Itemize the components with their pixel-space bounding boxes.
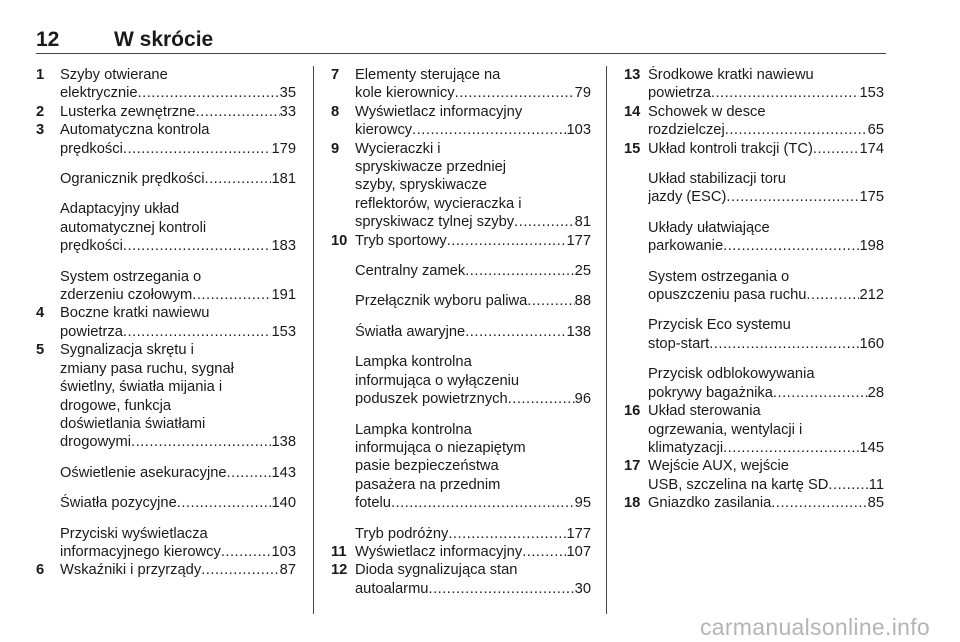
toc-page-ref[interactable]: 28 bbox=[867, 384, 884, 401]
dot-leader bbox=[131, 433, 271, 451]
toc-entry-label: drogowe, funkcja bbox=[60, 397, 172, 414]
toc-entry-label: Dioda sygnalizująca stan bbox=[355, 562, 518, 579]
toc-entry-number: 9 bbox=[331, 140, 340, 157]
toc-entry[interactable] bbox=[624, 103, 884, 140]
toc-entry[interactable] bbox=[36, 525, 296, 562]
toc-entry-label: Gniazdko zasilania bbox=[648, 495, 772, 512]
toc-entry-label: Szyby otwierane bbox=[60, 67, 168, 83]
toc-entry-number: 6 bbox=[36, 562, 45, 579]
toc-entry[interactable] bbox=[624, 457, 884, 494]
toc-entry-label: fotelu bbox=[355, 495, 391, 512]
toc-page-ref[interactable]: 25 bbox=[574, 263, 591, 280]
toc-page-ref[interactable]: 160 bbox=[859, 335, 884, 352]
toc-entry-label: System ostrzegania o bbox=[648, 268, 790, 285]
toc-entry-label: Ogranicznik prędkości bbox=[60, 171, 205, 188]
dot-leader bbox=[391, 494, 575, 512]
dot-leader bbox=[711, 84, 860, 102]
toc-entry-label: parkowanie bbox=[648, 238, 724, 255]
toc-entry[interactable] bbox=[36, 121, 296, 158]
toc-entry-label: kole kierownicy bbox=[355, 85, 455, 102]
toc-entry-number: 5 bbox=[36, 342, 45, 359]
dot-leader bbox=[448, 525, 566, 543]
toc-entry[interactable] bbox=[36, 103, 296, 121]
toc-entry[interactable] bbox=[331, 543, 591, 561]
toc-column-2 bbox=[331, 66, 591, 598]
dot-leader bbox=[465, 262, 574, 280]
toc-entry-label: reflektorów, wycieraczka i bbox=[355, 195, 522, 212]
toc-entry-label: prędkości bbox=[60, 238, 123, 255]
toc-entry-label: szyby, spryskiwacze bbox=[355, 177, 487, 194]
toc-entry-label: Oświetlenie asekuracyjne bbox=[60, 464, 227, 481]
toc-entry-label: Wyświetlacz informacyjny bbox=[355, 543, 523, 560]
toc-column-1 bbox=[36, 66, 296, 580]
toc-entry-label: poduszek powietrznych bbox=[355, 391, 508, 408]
toc-entry-label: zmiany pasa ruchu, sygnał bbox=[60, 360, 234, 377]
dot-leader bbox=[123, 140, 272, 158]
toc-entry-label: opuszczeniu pasa ruchu bbox=[648, 287, 807, 304]
toc-entry[interactable] bbox=[624, 66, 884, 103]
toc-entry-label: Schowek w desce bbox=[648, 103, 766, 120]
toc-entry-label: Boczne kratki nawiewu bbox=[60, 305, 210, 322]
dot-leader bbox=[726, 188, 859, 206]
toc-entry-label: ogrzewania, wentylacji i bbox=[648, 421, 803, 438]
dot-leader bbox=[522, 543, 566, 561]
dot-leader bbox=[813, 140, 860, 158]
toc-entry-label: Światła awaryjne bbox=[355, 323, 466, 340]
toc-entry[interactable] bbox=[36, 200, 296, 255]
dot-leader bbox=[201, 561, 279, 579]
toc-page-ref[interactable]: 145 bbox=[859, 439, 884, 456]
toc-entry-number: 10 bbox=[331, 232, 348, 249]
dot-leader bbox=[123, 237, 272, 255]
toc-entry[interactable] bbox=[36, 561, 296, 579]
toc-entry[interactable] bbox=[624, 494, 884, 512]
toc-entry[interactable] bbox=[36, 464, 296, 482]
toc-entry[interactable] bbox=[36, 304, 296, 341]
dot-leader bbox=[465, 323, 566, 341]
toc-entry-number: 16 bbox=[624, 403, 641, 420]
toc-entry-label: Adaptacyjny układ bbox=[60, 201, 180, 218]
toc-entry-label: autoalarmu bbox=[355, 580, 429, 597]
page-title: W skrócie bbox=[114, 28, 214, 51]
header-rule bbox=[36, 53, 886, 54]
dot-leader bbox=[192, 286, 271, 304]
toc-entry-label: Centralny zamek bbox=[355, 263, 466, 280]
toc-entry-number: 7 bbox=[331, 67, 340, 83]
toc-entry-label: Przycisk odblokowywania bbox=[648, 366, 815, 383]
toc-page-ref[interactable]: 153 bbox=[271, 323, 296, 340]
toc-entry[interactable] bbox=[331, 140, 591, 232]
toc-entry-label: Układ sterowania bbox=[648, 403, 761, 420]
toc-entry-label: Przycisk Eco systemu bbox=[648, 317, 791, 334]
toc-entry-label: powietrza bbox=[60, 323, 123, 340]
toc-entry-label: Przyciski wyświetlacza bbox=[60, 525, 208, 542]
toc-entry-label: Automatyczna kontrola bbox=[60, 122, 210, 139]
dot-leader bbox=[428, 580, 574, 598]
toc-entry[interactable] bbox=[36, 494, 296, 512]
toc-page-ref[interactable]: 175 bbox=[859, 189, 884, 206]
toc-entry[interactable] bbox=[624, 140, 884, 158]
dot-leader bbox=[412, 121, 566, 139]
toc-entry-label: System ostrzegania o bbox=[60, 268, 202, 285]
dot-leader bbox=[806, 286, 859, 304]
watermark-text: carmanualsonline.info bbox=[699, 614, 930, 640]
toc-entry-number: 14 bbox=[624, 103, 641, 120]
toc-page-ref[interactable]: 87 bbox=[279, 562, 296, 579]
toc-entry-label: Sygnalizacja skrętu i bbox=[60, 342, 194, 359]
toc-entry-number: 1 bbox=[36, 67, 45, 83]
toc-page-ref[interactable]: 174 bbox=[859, 140, 884, 157]
toc-entry-label: Elementy sterujące na bbox=[355, 67, 501, 83]
toc-entry[interactable] bbox=[36, 66, 296, 103]
page-number: 12 bbox=[36, 28, 60, 51]
toc-entry-label: Światła pozycyjne bbox=[60, 495, 177, 512]
toc-page-ref[interactable]: 81 bbox=[574, 214, 591, 231]
toc-entry-label: stop-start bbox=[648, 335, 710, 352]
toc-entry-number: 2 bbox=[36, 103, 45, 120]
toc-entry[interactable] bbox=[331, 103, 591, 140]
dot-leader bbox=[447, 232, 567, 250]
toc-entry-label: drogowymi bbox=[60, 434, 132, 451]
toc-entry-label: Układ stabilizacji toru bbox=[648, 171, 786, 188]
toc-page-ref[interactable]: 153 bbox=[859, 85, 884, 102]
toc-entry-label: pasażera na przednim bbox=[355, 476, 501, 493]
toc-entry[interactable] bbox=[36, 341, 296, 451]
toc-page-ref[interactable]: 103 bbox=[566, 122, 591, 139]
toc-entry-label: elektrycznie bbox=[60, 85, 138, 102]
toc-entry-number: 15 bbox=[624, 140, 641, 157]
toc-entry-number: 3 bbox=[36, 122, 45, 139]
toc-entry-label: spryskiwacze przedniej bbox=[355, 159, 507, 176]
toc-entry-label: Lampka kontrolna bbox=[355, 354, 472, 371]
dot-leader bbox=[455, 84, 575, 102]
toc-entry-number: 12 bbox=[331, 562, 348, 579]
dot-leader bbox=[709, 335, 859, 353]
toc-page-ref[interactable]: 35 bbox=[279, 85, 296, 102]
toc-entry-number: 11 bbox=[331, 543, 347, 560]
toc-page-ref[interactable]: 212 bbox=[859, 287, 884, 304]
toc-entry-label: doświetlania światłami bbox=[60, 415, 206, 432]
toc-entry-label: zderzeniu czołowym bbox=[60, 287, 193, 304]
toc-page-ref[interactable]: 85 bbox=[867, 495, 884, 512]
column-divider bbox=[606, 66, 607, 614]
toc-entry[interactable] bbox=[624, 268, 884, 305]
toc-page-ref[interactable]: 191 bbox=[271, 287, 296, 304]
toc-entry-label: Lampka kontrolna bbox=[355, 421, 472, 438]
dot-leader bbox=[177, 494, 272, 512]
dot-leader bbox=[828, 476, 868, 494]
toc-entry-label: świetlny, światła mijania i bbox=[60, 379, 223, 396]
toc-entry-label: kierowcy bbox=[355, 122, 413, 139]
dot-leader bbox=[771, 494, 867, 512]
toc-entry[interactable] bbox=[624, 170, 884, 207]
toc-entry[interactable] bbox=[331, 292, 591, 310]
dot-leader bbox=[723, 439, 859, 457]
toc-entry[interactable] bbox=[331, 232, 591, 250]
toc-page-ref[interactable]: 33 bbox=[279, 103, 296, 120]
toc-page-ref[interactable]: 107 bbox=[566, 543, 591, 560]
dot-leader bbox=[227, 464, 272, 482]
toc-page-ref[interactable]: 179 bbox=[271, 140, 296, 157]
toc-entry-label: Wejście AUX, wejście bbox=[648, 458, 789, 475]
toc-entry-number: 4 bbox=[36, 305, 45, 322]
toc-entry-label: informująca o niezapiętym bbox=[355, 439, 526, 456]
toc-page-ref[interactable]: 177 bbox=[566, 232, 591, 249]
toc-entry-label: Lusterka zewnętrzne bbox=[60, 103, 196, 120]
toc-entry-number: 8 bbox=[331, 103, 340, 120]
toc-entry-label: klimatyzacji bbox=[648, 439, 724, 456]
toc-page-ref[interactable]: 65 bbox=[867, 122, 884, 139]
toc-entry-label: Tryb sportowy bbox=[355, 232, 447, 249]
toc-page-ref[interactable]: 95 bbox=[574, 495, 591, 512]
toc-entry[interactable] bbox=[331, 323, 591, 341]
dot-leader bbox=[205, 170, 272, 188]
toc-entry-label: rozdzielczej bbox=[648, 122, 725, 139]
toc-entry-label: informacyjnego kierowcy bbox=[60, 543, 221, 560]
toc-entry[interactable] bbox=[331, 262, 591, 280]
toc-entry-label: spryskiwacz tylnej szyby bbox=[355, 214, 515, 231]
toc-page-ref[interactable]: 30 bbox=[574, 580, 591, 597]
toc-entry-label: prędkości bbox=[60, 140, 123, 157]
toc-entry[interactable] bbox=[331, 525, 591, 543]
toc-entry-label: Przełącznik wyboru paliwa bbox=[355, 293, 528, 310]
toc-entry[interactable] bbox=[331, 66, 591, 103]
toc-entry[interactable] bbox=[624, 365, 884, 402]
toc-entry-label: Wyświetlacz informacyjny bbox=[355, 103, 523, 120]
toc-page-ref[interactable]: 103 bbox=[271, 543, 296, 560]
toc-entry[interactable] bbox=[331, 561, 591, 598]
dot-leader bbox=[514, 213, 575, 231]
dot-leader bbox=[508, 390, 575, 408]
toc-entry[interactable] bbox=[624, 219, 884, 256]
toc-entry-label: Układ kontroli trakcji (TC) bbox=[648, 140, 813, 157]
toc-column-3 bbox=[624, 66, 884, 513]
dot-leader bbox=[725, 121, 868, 139]
toc-entry[interactable] bbox=[624, 316, 884, 353]
toc-entry-label: Wycieraczki i bbox=[355, 140, 441, 157]
toc-entry[interactable] bbox=[331, 353, 591, 408]
dot-leader bbox=[123, 323, 272, 341]
dot-leader bbox=[723, 237, 859, 255]
toc-entry-label: powietrza bbox=[648, 85, 711, 102]
toc-page-ref[interactable]: 79 bbox=[574, 85, 591, 102]
column-divider bbox=[313, 66, 314, 614]
toc-entry-label: informująca o wyłączeniu bbox=[355, 372, 520, 389]
toc-page-ref[interactable]: 183 bbox=[271, 238, 296, 255]
toc-page-ref[interactable]: 11 bbox=[868, 476, 884, 493]
toc-entry-label: pokrywy bagażnika bbox=[648, 384, 773, 401]
dot-leader bbox=[221, 543, 272, 561]
toc-page-ref[interactable]: 177 bbox=[566, 525, 591, 542]
toc-page-ref[interactable]: 140 bbox=[271, 495, 296, 512]
dot-leader bbox=[196, 103, 280, 121]
toc-page-ref[interactable]: 181 bbox=[271, 171, 296, 188]
toc-entry[interactable] bbox=[36, 170, 296, 188]
toc-entry-label: Wskaźniki i przyrządy bbox=[60, 562, 202, 579]
toc-entry-label: USB, szczelina na kartę SD bbox=[648, 476, 829, 493]
dot-leader bbox=[138, 84, 280, 102]
toc-page-ref[interactable]: 138 bbox=[566, 323, 591, 340]
toc-entry-number: 18 bbox=[624, 495, 641, 512]
dot-leader bbox=[773, 384, 868, 402]
toc-page-ref[interactable]: 138 bbox=[271, 434, 296, 451]
toc-entry[interactable] bbox=[331, 421, 591, 513]
toc-entry-label: Układy ułatwiające bbox=[648, 219, 770, 236]
toc-page-ref[interactable]: 198 bbox=[859, 238, 884, 255]
toc-entry-number: 17 bbox=[624, 458, 641, 475]
toc-entry-label: automatycznej kontroli bbox=[60, 219, 207, 236]
dot-leader bbox=[527, 292, 574, 310]
toc-entry-label: Tryb podróżny bbox=[355, 525, 449, 542]
toc-entry-label: Środkowe kratki nawiewu bbox=[648, 67, 814, 83]
toc-page-ref[interactable]: 143 bbox=[271, 464, 296, 481]
toc-entry[interactable] bbox=[624, 402, 884, 457]
toc-page-ref[interactable]: 96 bbox=[574, 391, 591, 408]
toc-entry[interactable] bbox=[36, 268, 296, 305]
toc-page-ref[interactable]: 88 bbox=[574, 293, 591, 310]
toc-entry-number: 13 bbox=[624, 67, 641, 83]
toc-entry-label: pasie bezpieczeństwa bbox=[355, 458, 499, 475]
toc-entry-label: jazdy (ESC) bbox=[648, 189, 727, 206]
